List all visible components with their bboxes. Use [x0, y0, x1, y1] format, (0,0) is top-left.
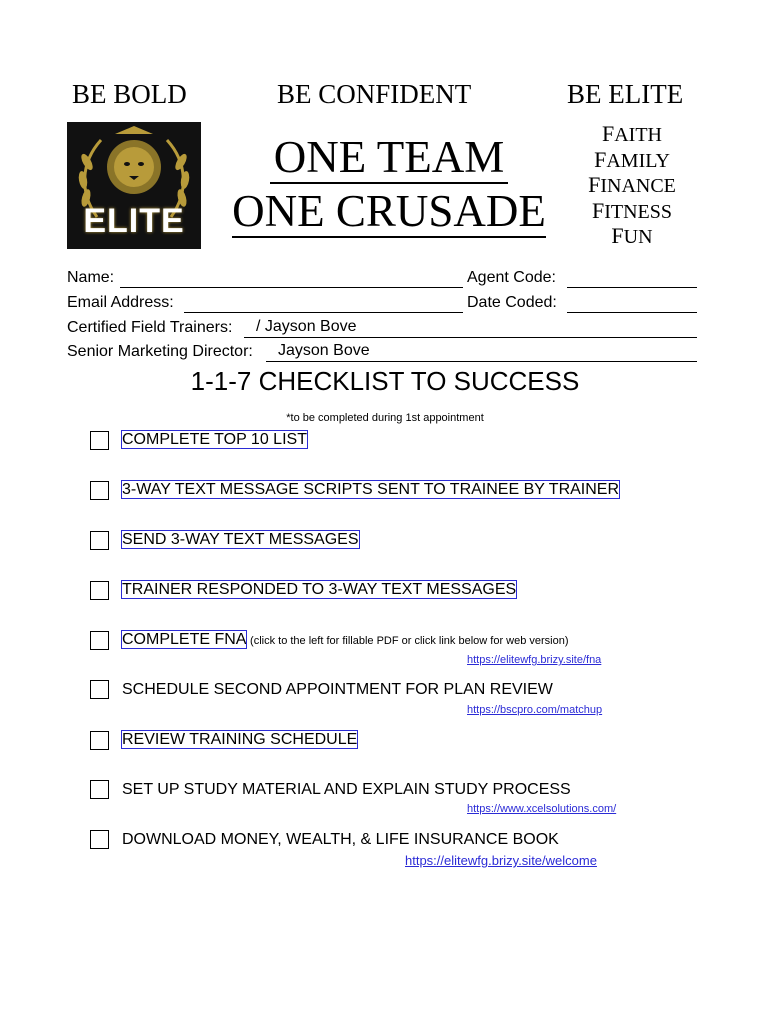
- logo-wordmark: ELITE: [83, 202, 185, 240]
- checklist-title: 1-1-7 CHECKLIST TO SUCCESS: [190, 366, 580, 396]
- trainers-label: Certified Field Trainers:: [67, 319, 233, 336]
- date-coded-label: Date Coded:: [467, 294, 557, 311]
- item-send-texts[interactable]: SEND 3-WAY TEXT MESSAGES: [122, 531, 359, 548]
- director-label: Senior Marketing Director:: [67, 343, 253, 360]
- headline-line1: ONE TEAM: [228, 132, 550, 182]
- checkbox-trainer-responded[interactable]: [90, 581, 109, 600]
- agent-code-label: Agent Code:: [467, 269, 556, 286]
- agent-code-field[interactable]: [567, 287, 697, 288]
- item-download-book: DOWNLOAD MONEY, WEALTH, & LIFE INSURANCE BOOK: [122, 831, 559, 848]
- name-field[interactable]: [120, 287, 463, 288]
- item-study-material: SET UP STUDY MATERIAL AND EXPLAIN STUDY PROCESS: [122, 781, 571, 798]
- checkbox-scripts[interactable]: [90, 481, 109, 500]
- date-coded-field[interactable]: [567, 312, 697, 313]
- director-field[interactable]: [266, 361, 697, 362]
- trainers-value[interactable]: / Jayson Bove: [256, 318, 357, 335]
- value-finance: FINANCE: [588, 172, 676, 197]
- value-faith: FAITH: [601, 121, 662, 146]
- checkbox-send-texts[interactable]: [90, 531, 109, 550]
- headline-line2: ONE CRUSADE: [232, 186, 546, 236]
- value-family: FAMILY: [594, 146, 670, 172]
- values-list: [580, 122, 684, 250]
- trainers-field[interactable]: [244, 337, 697, 338]
- item-fna[interactable]: COMPLETE FNA (click to the left for fillable PDF or click link below for web version): [122, 631, 569, 648]
- bscpro-link[interactable]: https://bscpro.com/matchup: [467, 704, 603, 716]
- motto-be-bold: BE BOLD: [72, 79, 187, 109]
- fna-link[interactable]: https://elitewfg.brizy.site/fna: [467, 654, 602, 666]
- xcel-link[interactable]: https://www.xcelsolutions.com/: [467, 803, 617, 815]
- checkbox-fna[interactable]: [90, 631, 109, 650]
- checkbox-training-schedule[interactable]: [90, 731, 109, 750]
- email-field[interactable]: [184, 312, 463, 313]
- item-trainer-responded[interactable]: TRAINER RESPONDED TO 3-WAY TEXT MESSAGES: [122, 581, 517, 598]
- item-top10[interactable]: COMPLETE TOP 10 LIST: [122, 431, 307, 448]
- value-fitness: FITNESS: [591, 197, 673, 223]
- checkbox-study-material[interactable]: [90, 780, 109, 799]
- elite-logo: [67, 122, 201, 249]
- checkbox-download-book[interactable]: [90, 830, 109, 849]
- value-fun: FUN: [611, 223, 653, 248]
- director-value[interactable]: Jayson Bove: [278, 342, 370, 359]
- checkbox-top10[interactable]: [90, 431, 109, 450]
- item-training-schedule[interactable]: REVIEW TRAINING SCHEDULE: [122, 731, 358, 748]
- item-second-appointment: SCHEDULE SECOND APPOINTMENT FOR PLAN REVIEW: [122, 681, 553, 698]
- checklist-note: *to be completed during 1st appointment: [286, 412, 484, 424]
- checkbox-second-appointment[interactable]: [90, 680, 109, 699]
- fna-note: (click to the left for fillable PDF or click link below for web version): [250, 635, 569, 647]
- motto-be-elite: BE ELITE: [567, 79, 684, 109]
- item-scripts[interactable]: 3-WAY TEXT MESSAGE SCRIPTS SENT TO TRAINEE BY TRAINER: [122, 481, 620, 498]
- name-label: Name:: [67, 269, 115, 286]
- motto-be-confident: BE CONFIDENT: [277, 79, 472, 109]
- email-label: Email Address:: [67, 294, 174, 311]
- welcome-link[interactable]: https://elitewfg.brizy.site/welcome: [405, 853, 597, 868]
